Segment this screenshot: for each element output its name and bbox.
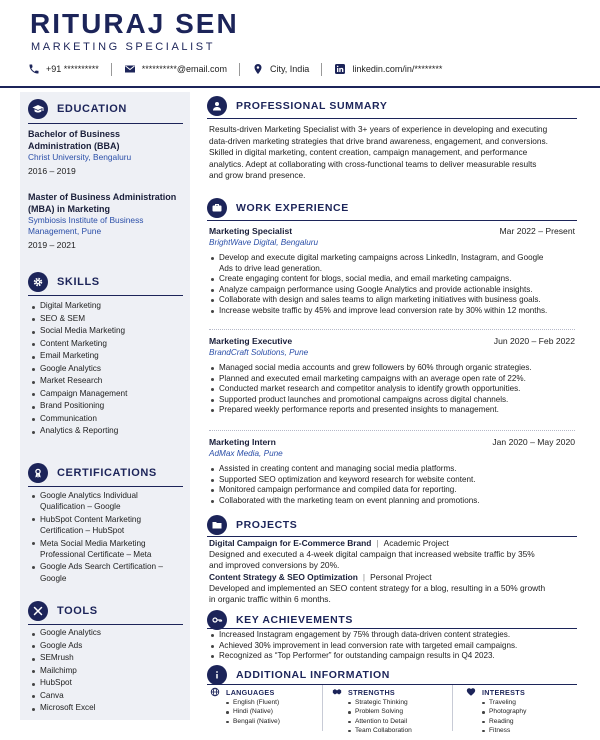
job-company: AdMax Media, Pune	[209, 449, 283, 458]
project-type: Academic Project	[383, 538, 449, 548]
summary-line: data-driven marketing strategies that drive brand awareness, engagement, and conversions.	[209, 135, 548, 146]
job-bullet: Create engaging content for blogs, social media, and email marketing campaigns.	[211, 274, 577, 285]
project-type: Personal Project	[370, 572, 432, 582]
section-rule	[28, 624, 183, 625]
strength-item: Attention to Detail	[348, 717, 412, 726]
globe-icon	[210, 687, 220, 697]
skill-item: SEO & SEM	[32, 313, 182, 326]
education-title: EDUCATION	[57, 103, 127, 115]
job-bullet: Prepared weekly performance reports and presented insights to management.	[211, 405, 577, 416]
achievement-item: Recognized as “Top Performer” for outstanding campaign results in Q4 2023.	[211, 651, 577, 662]
job-bullet: Managed social media accounts and grew followers by 60% through organic strategies.	[211, 363, 577, 374]
linkedin-icon	[334, 63, 346, 75]
interests-block	[466, 686, 526, 736]
skill-item: Social Media Marketing	[32, 325, 182, 338]
tool-item: Microsoft Excel	[32, 702, 182, 715]
job-divider	[209, 329, 575, 330]
section-rule	[207, 118, 577, 119]
resume-header	[0, 0, 600, 88]
interest-item: Traveling	[482, 698, 526, 707]
phone-icon	[28, 63, 40, 75]
language-item: Hindi (Native)	[226, 707, 280, 716]
degree-line: Administration (BBA)	[28, 141, 120, 151]
skill-item: Campaign Management	[32, 388, 182, 401]
education-item	[28, 191, 186, 251]
job-bullets	[211, 464, 577, 506]
job-title-row	[209, 437, 575, 447]
job-dates: Jan 2020 – May 2020	[492, 437, 575, 447]
project-item	[209, 572, 575, 605]
project-desc: Designed and executed a 4-week digital campaign that increased website traffic by 35%	[209, 549, 535, 559]
project-item	[209, 538, 575, 571]
job-bullet: Monitored campaign performance and compiled data for reporting.	[211, 485, 577, 496]
achievements-title: KEY ACHIEVEMENTS	[236, 614, 353, 626]
summary-heading	[207, 96, 387, 116]
separator: |	[362, 572, 366, 582]
section-rule	[28, 123, 183, 124]
job-dates: Jun 2020 – Feb 2022	[493, 336, 575, 346]
project-desc: Developed and implemented an SEO content strategy for a blog, resulting in a 50% growth	[209, 583, 546, 593]
section-rule	[207, 536, 577, 537]
skills-title: SKILLS	[57, 276, 100, 288]
skill-item: Analytics & Reporting	[32, 425, 182, 438]
languages-title: LANGUAGES	[226, 687, 275, 697]
certification-item: Google Analytics Individual Qualification – Google	[32, 490, 182, 513]
languages-list	[226, 698, 280, 726]
tools-heading	[28, 601, 98, 621]
contact-divider	[321, 63, 322, 76]
job-bullet: Analyze campaign performance using Google Analytics and provide actionable insights.	[211, 285, 577, 296]
skill-item: Content Marketing	[32, 338, 182, 351]
job-title: Marketing Intern	[209, 437, 276, 447]
education-years: 2019 – 2021	[28, 240, 76, 250]
interests-title: INTERESTS	[482, 687, 526, 697]
degree-line: Master of Business Administration	[28, 192, 177, 202]
school-name: Christ University, Bengaluru	[28, 152, 132, 162]
summary-line: Skilled in digital marketing, content creation, campaign management, and performance	[209, 147, 528, 157]
job-bullet: Supported SEO optimization and keyword research for website content.	[211, 475, 577, 486]
award-ribbon-icon	[28, 463, 48, 483]
projects-heading	[207, 515, 297, 535]
achievement-item: Increased Instagram engagement by 75% through data-driven content strategies.	[211, 630, 577, 641]
summary-line: Results-driven Marketing Specialist with 3+ years of experience in developing and executing	[209, 124, 548, 134]
phone-text: +91 **********	[46, 64, 99, 74]
certifications-list	[32, 490, 182, 585]
degree-line: Bachelor of Business	[28, 129, 121, 139]
skills-list	[32, 300, 182, 438]
heart-icon	[466, 687, 476, 697]
strength-item: Strategic Thinking	[348, 698, 412, 707]
linkedin-text: linkedin.com/in/********	[352, 64, 443, 74]
summary-title: PROFESSIONAL SUMMARY	[236, 100, 388, 112]
separator: |	[376, 538, 379, 548]
contact-location	[252, 60, 309, 78]
experience-heading	[207, 198, 349, 218]
skill-item: Communication	[32, 413, 182, 426]
tools-wrench-icon	[28, 601, 48, 621]
candidate-name: RITURAJ SEN	[30, 8, 239, 39]
job-bullet: Assisted in creating content and managing social media platforms.	[211, 464, 577, 475]
job-title-row	[209, 336, 575, 346]
job-bullet: Ads to drive lead generation.	[219, 263, 323, 273]
strengths-title: STRENGTHS	[348, 687, 396, 697]
project-title: Digital Campaign for E-Commerce Brand	[209, 538, 372, 548]
location-pin-icon	[252, 63, 264, 75]
interest-item: Fitness	[482, 726, 526, 735]
summary-text	[209, 124, 575, 182]
candidate-role: MARKETING SPECIALIST	[31, 41, 216, 53]
skill-item: Email Marketing	[32, 350, 182, 363]
job-bullet: Collaborated with the marketing team on event planning and promotions.	[211, 496, 577, 507]
skill-item: Brand Positioning	[32, 400, 182, 413]
strength-item: Problem Solving	[348, 707, 412, 716]
job-dates: Mar 2022 – Present	[499, 226, 575, 236]
additional-heading	[207, 665, 390, 685]
strengths-block	[332, 686, 412, 736]
job-company: BrightWave Digital, Bengaluru	[209, 238, 319, 247]
strengths-heading	[332, 686, 412, 698]
job-bullets	[211, 363, 577, 416]
location-text: City, India	[269, 64, 310, 74]
job-bullets	[211, 253, 577, 317]
graduation-cap-icon	[28, 99, 48, 119]
certification-item: Meta Social Media Marketing Professional Certificate – Meta	[32, 538, 182, 561]
section-rule	[207, 684, 577, 685]
school-name: Symbiosis Institute of Business	[28, 215, 144, 225]
language-item: English (Fluent)	[226, 698, 280, 707]
email-text: **********@email.com	[141, 64, 227, 74]
achievement-item: Achieved 30% improvement in lead conversion rate with targeted email campaigns.	[211, 641, 577, 652]
experience-title: WORK EXPERIENCE	[236, 202, 349, 214]
section-rule	[207, 220, 577, 221]
section-rule	[28, 486, 183, 487]
interests-list	[482, 698, 526, 736]
skill-item: Google Analytics	[32, 363, 182, 376]
strengths-list	[348, 698, 412, 736]
interests-heading	[466, 686, 526, 698]
job-divider	[209, 430, 575, 431]
briefcase-icon	[207, 198, 227, 218]
certification-item: HubSpot Content Marketing Certification – HubSpot	[32, 514, 182, 537]
tools-title: TOOLS	[57, 605, 98, 617]
project-desc: in organic traffic within 6 months.	[209, 594, 331, 604]
achievements-heading	[207, 610, 353, 630]
contact-divider	[111, 63, 112, 76]
skill-item: Digital Marketing	[32, 300, 182, 313]
job-bullet: Conducted market research and competitor analysis to identify growth opportunities.	[211, 384, 577, 395]
certifications-title: CERTIFICATIONS	[57, 467, 157, 479]
section-rule	[207, 628, 577, 629]
tool-item: Google Ads	[32, 640, 182, 653]
contact-phone	[28, 60, 99, 78]
summary-line: and grow brand presence.	[209, 170, 306, 180]
summary-line: analytics. Adept at collaborating with cross-functional teams to deliver measurable results	[209, 158, 537, 169]
contact-bar	[28, 60, 578, 78]
contact-divider	[239, 63, 240, 76]
job-bullet: Increase website traffic by 45% and improve lead conversion rate by 30% within 12 months.	[211, 306, 577, 317]
tools-list	[32, 627, 182, 715]
languages-heading	[210, 686, 280, 698]
column-divider	[322, 685, 323, 731]
column-divider	[452, 685, 453, 731]
job-title: Marketing Executive	[209, 336, 293, 346]
achievements-list	[211, 630, 577, 662]
job-bullet: Supported product launches and promotional campaigns across digital channels.	[211, 395, 577, 406]
key-icon	[207, 610, 227, 630]
languages-block	[210, 686, 280, 726]
degree-line: (MBA) in Marketing	[28, 204, 110, 214]
education-item	[28, 128, 186, 177]
gear-icon	[28, 272, 48, 292]
job-company: BrandCraft Solutions, Pune	[209, 348, 309, 357]
email-icon	[124, 63, 136, 75]
folder-icon	[207, 515, 227, 535]
project-desc: and improved conversions by 20%.	[209, 560, 340, 570]
certifications-heading	[28, 463, 157, 483]
education-heading	[28, 99, 127, 119]
interest-item: Reading	[482, 717, 526, 726]
skill-item: Market Research	[32, 375, 182, 388]
school-name: Management, Pune	[28, 226, 102, 236]
project-title: Content Strategy & SEO Optimization	[209, 572, 358, 582]
contact-email	[124, 60, 227, 78]
tool-item: Mailchimp	[32, 665, 182, 678]
certification-item: Google Ads Search Certification – Google	[32, 561, 182, 584]
language-item: Bengali (Native)	[226, 717, 280, 726]
tool-item: SEMrush	[32, 652, 182, 665]
tool-item: Google Analytics	[32, 627, 182, 640]
job-bullet: Develop and execute digital marketing campaigns across LinkedIn, Instagram, and Google	[211, 253, 577, 264]
tool-item: HubSpot	[32, 677, 182, 690]
job-title: Marketing Specialist	[209, 226, 293, 236]
job-bullet: Collaborate with design and sales teams to align marketing initiatives with business goals.	[211, 295, 577, 306]
skills-heading	[28, 272, 100, 292]
projects-title: PROJECTS	[236, 519, 298, 531]
sidebar	[20, 92, 190, 720]
tool-item: Canva	[32, 690, 182, 703]
education-years: 2016 – 2019	[28, 166, 76, 176]
handshake-icon	[332, 687, 342, 697]
info-icon	[207, 665, 227, 685]
job-title-row	[209, 226, 575, 236]
strength-item: Team Collaboration	[348, 726, 412, 735]
interest-item: Photography	[482, 707, 526, 716]
job-bullet: Planned and executed email marketing campaigns with an average open rate of 22%.	[211, 374, 577, 385]
contact-linkedin	[334, 60, 442, 78]
additional-title: ADDITIONAL INFORMATION	[236, 669, 390, 681]
section-rule	[28, 295, 183, 296]
person-icon	[207, 96, 227, 116]
